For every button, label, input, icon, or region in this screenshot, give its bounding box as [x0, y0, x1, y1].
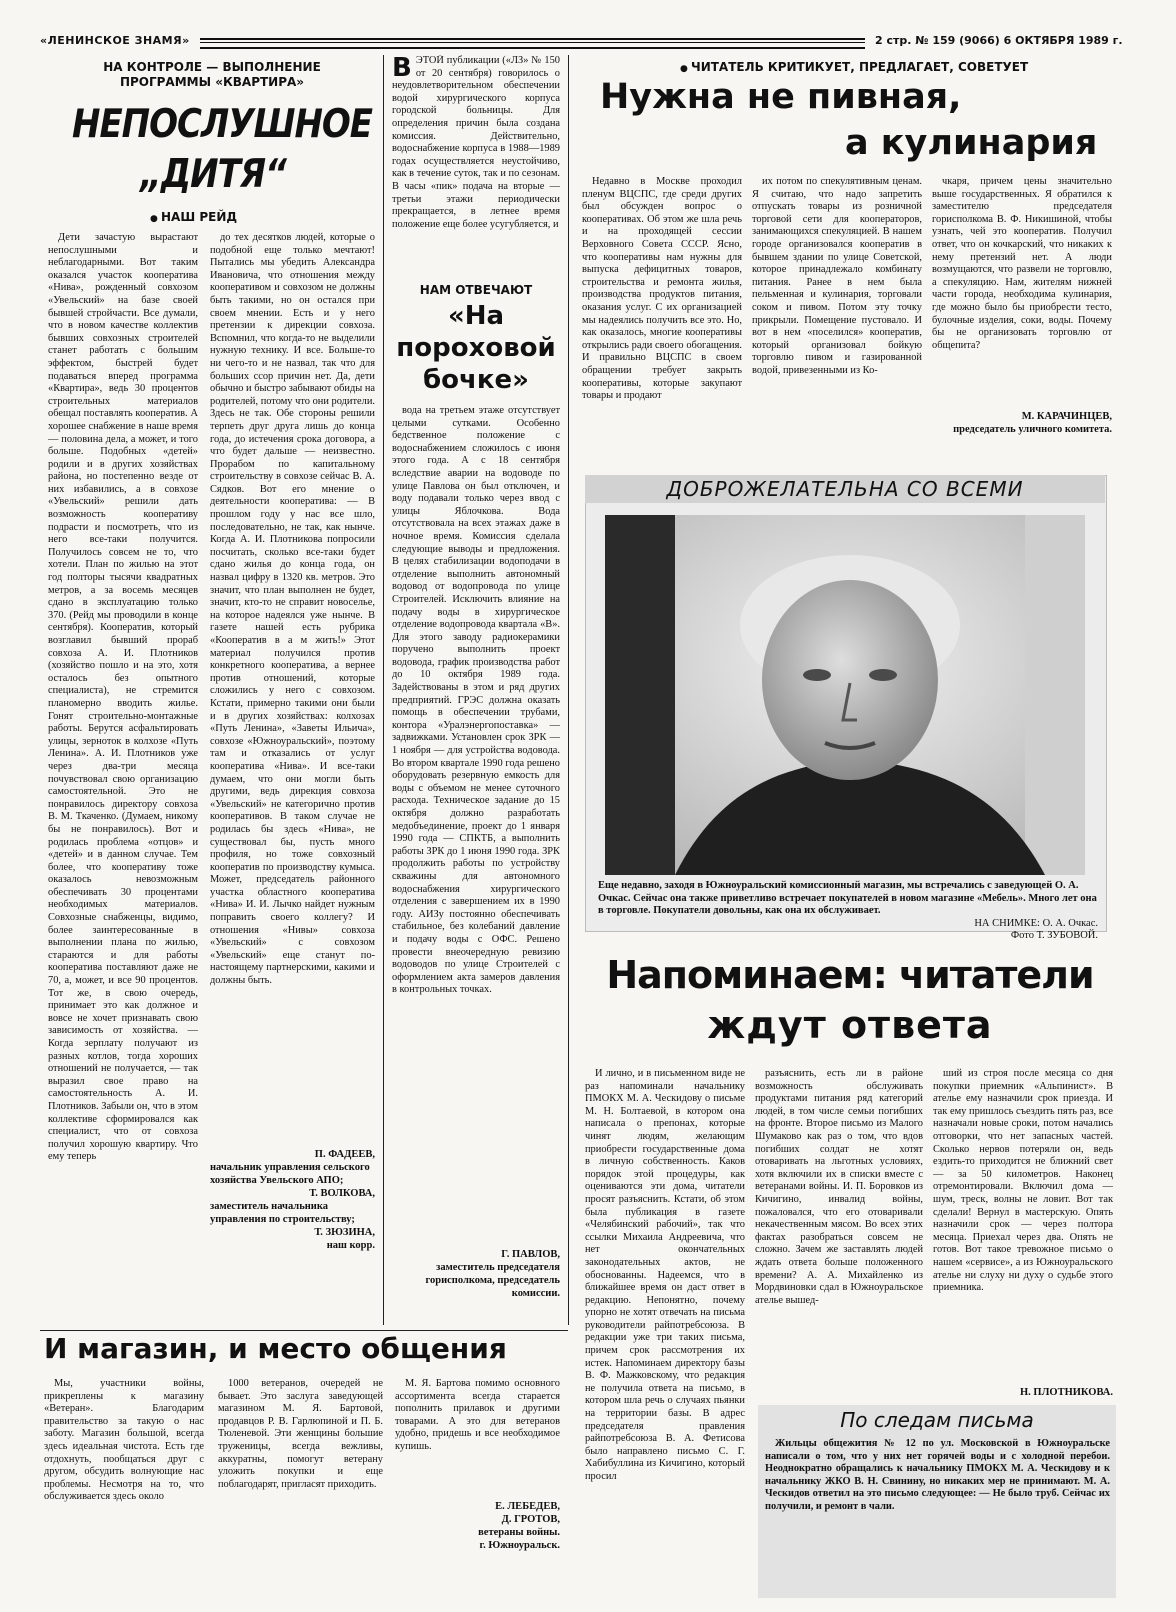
article2-column-main: вода на третьем этаже отсутствует целыми сутками. Особенно бедственное положение с водоснабжением сложилось с июня этого года. А с 18 сентября вследствие аварии на водоводе по улице Павлова он был отключен, и воду подавали только через ввод с улицы Яблочкова. Вода отсутствовала на всех этажах даже в ночное время. Комиссия сделала следующие выводы и предложения. В целях стабилизации водоподачи в отделение выполнить автономный водовод от водопровода по улице Строителей. Исключить влияние на подачу воды в хирургическое отделение водопровода квартала «В». Для этого заводу радиокерамики поручено выполнить проект водовода, график производства работ до 10 октября 1989 года. Задействованы в этом и ряд других предприятий. ГРЭС должна оказать помощь в обеспечении трубами, контора «Уралэнергопоставка» — задвижками. Установлен срок ЗРК — 1 ноября — для устройства водовода. Во втором квартале 1990 года решено оборудовать резервную емкость для воды с объемом не менее суточного расхода. Техническое задание до 15 октября должно разработать медобъединение, проект до 1 января 1990 года — СПКТБ, а выполнить работы ЗРК до 1 июня 1990 года. ЗРК продолжить работы по устройству скважины для автономного водоснабжения хирургического отделения с завершением их в 1990 году. АИЗу постоянно обеспечивать стабильное, без колебаний давление и подачу воды с ОФС. Решено провести внеочередную ревизию водоводов по улице Строителей с оформлением акта замеров давления в контрольных точках.	[392, 405, 560, 996]
article1-sig-role-3: наш корр.	[326, 1240, 375, 1251]
article2-sig-name: Г. ПАВЛОВ,	[501, 1249, 560, 1260]
article5-title: И магазин, и место общения	[44, 1332, 507, 1365]
article1-title-line2: „ДИТЯ“	[140, 151, 286, 198]
column-rule-1	[383, 55, 384, 1325]
article3-column-3: чкаря, причем цены значительно выше государственных. Я обратился к заместителю председателя горисполкома В. Ф. Никишиной, чтобы узнать, чей это кооператив. Получил ответ, что он кочкарский, что никаких к нему претензий нет. А люди возмущаются, что развели не торговлю, а спекуляцию. Нам, жителям нижней части города, необходима кулинария, где можно было бы приобрести тесто, булочные изделия, соки, воды. Почему бы не организовать торговлю от общепита?	[932, 176, 1112, 351]
photo-caption	[598, 880, 1098, 943]
article1-rubric: ● НАШ РЕЙД	[150, 210, 290, 227]
article4-title-line2: ждут ответа	[707, 1003, 993, 1047]
article3-signature	[932, 410, 1112, 436]
photo-title: ДОБРОЖЕЛАТЕЛЬНА СО ВСЕМИ	[585, 475, 1105, 503]
article4-column-3: ший из строя после месяца со дня покупки приемник «Альпинист». В ателье ему назначили срок приезда. И так ему пришлось съездить пять раз, все назначали новые сроки, потом начались отговорки, что нет запасных частей. Сколько нервов потеряли он, ведь ездить-то приходится не ближний свет — за 50 километров. Наконец отремонтировали. Включил дома — шум, треск, волны не ловит. Вот так сделали! Вернул в мастерскую. Опять назначили срок — через полтора месяца. Приехал через два. Опять не готов. Вот такое тревожное письмо о нашем «сервисе», а из Южноуральского ателье ни слуху ни духу о судьбе этого приемника.	[933, 1068, 1113, 1294]
article3-column-1: Недавно в Москве проходил пленум ВЦСПС, где среди других был обсужден вопрос о кооперативах. Об этом же шла речь и на проходящей сессии Верховного Совета СССР. Ясно, что кооперативы нам нужны для выпуска дефицитных товаров, строительства и ремонта жилья, производства продуктов питания, оказания услуг. С их организацией мы надеялись получить все это. Но, как оказалось, многие кооперативы открылись ради своего обогащения. И правильно ВЦСПС в своем обращении требует закрыть кооперативы, которые закупают товары и продают	[582, 176, 742, 402]
photo-caption-text: Еще недавно, заходя в Южноуральский комиссионный магазин, мы встречались с заведующей О. А. Очкас. Сейчас она также приветливо встречает покупателей в новом магазине «Мебель». Много лет она в торговле. Покупатели довольны, как она их обслуживает.	[598, 880, 1097, 917]
article5-signature	[395, 1500, 560, 1552]
article3-column-2: их потом по спекулятивным ценам. Я считаю, что надо запретить отпускать товары из розничной торговой сети для кооператоров, занимающихся спекуляцией. В нашем городе организовался кооператив в бывшем здании по улице Советской, которое принадлежало комбинату питания. Ранее в нем была пельменная и кулинария, торговали соком и пивом. Потом эту точку прикрыли. Помещение пустовало. И вот в нем «поселился» кооператив, который организовал бойкую торговлю пивом и газированной водой, привезенными из Ко-	[752, 176, 922, 376]
article1-sig-name-3: Т. ЗЮЗИНА,	[314, 1227, 375, 1238]
article5-sig-role: ветераны войны.	[478, 1527, 560, 1538]
article1-signatures	[210, 1148, 375, 1252]
article5-column-3: М. Я. Бартова помимо основного ассортимента всегда старается пополнить прилавок и другими товарами. А это для ветеранов удобно, придешь и все необходимое купишь.	[395, 1378, 560, 1452]
article5-sig-name-2: Д. ГРОТОВ,	[501, 1514, 560, 1525]
article2-intro: ВЭТОЙ публикации («ЛЗ» № 150 от 20 сентября) говорилось о неудовлетворительном обеспечении водой хирургического корпуса городской больницы. Для определения причин была создана комиссия. Действительно, водоснабжение корпуса в 1988—1989 годах осуществляется неустойчиво, как в течение суток, так и по сезонам. В часы «пик» подача на вторые —третьи этажи периодически прекращается, в летнее время положение еще более усугубляется, и	[392, 55, 560, 230]
article3-title-line2: а кулинария	[845, 123, 1098, 163]
article3-rubric: ● ЧИТАТЕЛЬ КРИТИКУЕТ, ПРЕДЛАГАЕТ, СОВЕТУЕТ	[680, 60, 1080, 77]
article6-title: По следам письма	[840, 1408, 1034, 1432]
photo-on-photo: НА СНИМКЕ: О. А. Очкас.	[974, 917, 1098, 929]
article2-kicker: НАМ ОТВЕЧАЮТ	[419, 283, 533, 297]
masthead-rule	[200, 38, 865, 49]
article2-sig-role: заместитель председателя горисполкома, председатель комиссии.	[425, 1262, 560, 1299]
article4-column-1: И лично, и в письменном виде не раз напоминали начальнику ПМОКХ М. А. Ческидову о письме М. Н. Болтаевой, в котором она написала о препонах, которые чинят людям, желающим приобрести государственные дома в личную собственность. Каков порядок этой процедуры, как оцениваются эти дома, читатели просят разъяснить. Кстати, об этом была публикация в газете «Челябинский рабочий», так что ссылки Михаила Андреевича, что нет окончательных законодательных актов, не обоснованны. Надеемся, что в ближайшее время он даст ответ в редакцию. Непонятно, почему упорно не хотят отвечать на письма руководители райпотребсоюза. В редакции уже три таких письма, причем срок рассмотрения их истек. Напоминаем директору базы В. Ф. Мажковскому, что редакция не получила ответа на письмо, в котором шла речь о случаях пьянки на территории базы. В адрес председателя правления райпотребсоюза В. А. Фетисова было направлено письмо С. Г. Хабибуллина из Кичигино, который просил	[585, 1068, 745, 1482]
article5-sig-place: г. Южноуральск.	[479, 1540, 560, 1551]
article3-sig-name: М. КАРАЧИНЦЕВ,	[1021, 411, 1112, 422]
article2-title: «На пороховой бочке»	[396, 301, 556, 395]
portrait-photo	[605, 515, 1085, 875]
article4-column-2: разъяснить, есть ли в районе возможность обслуживать продуктами питания ряд категорий людей, в том числе семьи погибших на фронте. Второе письмо из Малого Шумаково как раз о том, что вдов погибших солдат не хотят отоваривать на льготных условиях, хотя включили их в списки вместе с ветеранами войны. И. П. Боровков из Кичигино, инвалид войны, пожаловался, что его отоваривали некачественным мясом. Во всех этих фактах разобраться совсем не сложно. Зачем же заставлять людей ждать ответа больше положенного времени? А. А. Михайленко из Мордвиновки сдал в Южноуральское ателье вышед-	[755, 1068, 923, 1306]
article1-sig-name-2: Т. ВОЛКОВА,	[309, 1188, 375, 1199]
masthead-name: «ЛЕНИНСКОЕ ЗНАМЯ»	[40, 34, 190, 47]
article1-sig-name-1: П. ФАДЕЕВ,	[314, 1149, 375, 1160]
article5-column-1: Мы, участники войны, прикреплены к магазину «Ветеран». Благодарим правительство за такую о нас заботу. Магазин большой, всегда здесь идеальная чистота. Есть где отдохнуть, пообщаться друг с другом, обсудить волнующие нас проблемы. Несмотря на то, что обслуживается здесь около	[44, 1378, 204, 1503]
article6-text: Жильцы общежития № 12 по ул. Московской в Южноуральске написали о том, что у них нет горячей воды и с холодной перебои. Неоднократно обращались к начальнику ПМОКХ М. А. Ческидову и к начальнику ЖКО В. Н. Свинину, но никаких мер не принимают. М. А. Ческидов ответил на это письмо следующее: — Не было труб. Сейчас их получили, и ремонт в чали.	[765, 1438, 1110, 1512]
article2-dropcap: В	[392, 55, 412, 83]
article1-kicker: НА КОНТРОЛЕ — ВЫПОЛНЕНИЕ ПРОГРАММЫ «КВАРТИРА»	[103, 60, 321, 89]
article1-sig-role-1: начальник управления сельского хозяйства Увельского АПО;	[210, 1162, 370, 1186]
article1-column-1: Дети зачастую вырастают непослушными и неблагодарными. Вот таким оказался участок кооператива «Нива», рожденный совхозом «Увельский» на базе своей бывшей стройчасти. Все думали, что в новом качестве коллектив бывших совхозных строителей станет работать с большим эффектом, быстрей будет подаваться вперед программа «Квартира», ведь 30 процентов строительных материалов обещал поставлять кооператив. А хорошее снабжение в наше время — половина дела, а может, и того больше. Подобных «детей» родили и в других хозяйствах района, но постепенно везде от них избавились, а в совхозе «Увельский» решили дать возможность кооперативу подрасти и посмотреть, что из него все-таки получится. Получилось совсем не то, что хотели. План по жилью на этот год полторы тысячи квадратных метров, а за восемь месяцев сдано в эксплуатацию только 370. (Рейд мы проводили в конце сентября). Кооператив, который возглавил бывший прораб совхоза А. И. Плотников (хозяйство пошло и на это, хотя осталось без опытного специалиста), не стремится планомерно вводить жилье. Гонят строительно-монтажные работы. Берутся асфальтировать улицы, зерноток в колхозе «Путь Ленина». А. И. Плотников уже через два-три месяца почувствовал свою организацию самостоятельной. Это не понравилось директору совхоза В. М. Ткаченко. (Думаем, никому бы не понравилось). Вот и родилась проблема «отцов» и «детей» и в данном случае. Тем более, что кооперативу тоже оказалось невозможным обеспечивать 30 процентами необходимых материалов. Совхозные снабженцы, видимо, более заинтересованные в выполнении плана по жилью, стараются и для работы кооператива поставляют даже не 70, а, может, и все 90 процентов. Тот же, в свою очередь, принимает это как должное и вовсе не хочет признавать свою зависимость от хозяйства. — Когда зерплату получают из разных котлов, тогда хороших отношений не получается, — так выразил свое право на самостоятельность А. И. Плотников. Забыли он, что в этом коллективе сформировался как специалист, что от совхоза получил хорошую квартиру. Что ему теперь	[48, 232, 198, 1163]
article5-sig-name-1: Е. ЛЕБЕДЕВ,	[495, 1501, 560, 1512]
masthead-issue-info: 2 стр. № 159 (9066) 6 ОКТЯБРЯ 1989 г.	[875, 34, 1123, 47]
article1-column-2: до тех десятков людей, которые о подобной еще только мечтают! Пытались мы убедить Александра Ивановича, что отношения между кооперативом и совхозом не должны быть такими, но он остался при своем мнении. Есть и у него претензии к дирекции совхоза. Вспомнил, что когда-то не выделили нужную технику. И все. Больше-то ни чего-то и не назвал, так что для больших ссор причин нет. Да, дети обычно и быстро забывают обиды на родителей, потому что они родители. Здесь не так. Обе стороны решили терпеть друг друга лишь до конца года, до истечения срока договора, а что будет дальше — неизвестно. Прорабом по капитальному строительству в совхозе сейчас В. А. Сядков. Вот его мнение о деятельности кооператива: — В прошлом году у нас все шло, последовательно, не так, как нынче. Когда А. И. Плотникова попросили посчитать, сколько все-таки будет сдано жилья до конца года, он назвал цифру в 1320 кв. метров. Это значит, что план выполнен не будет, значит, кто-то не справит новоселье, на которое надеялся уже нынче. В газете нашей есть рубрика «Кооператив в а м жить!» Этот материал получился против конкретного кооператива, а вернее против отношений, которые сложились у него с совхозом. Кстати, примерно такими они были и в других хозяйствах: колхозах «Путь Ленина», «Заветы Ильича», совхозе «Южноуральский», поэтому там и отказались от услуг кооператива «Нива». И все-таки думаем, что они могли быть другими, ведь дирекция совхоза «Увельский» не категорично против кооперативов. В таком случае не родилась бы здесь «Нива», не существовал бы, пусть много профиля, но тоже совхозный кооператив по производству кумыса. Может, председатель районного участка областного кооператива «Нива» И. И. Лычко найдет нужным поправить своего коллегу? И отношения «Нивы» совхоза «Увельский» с совхозом «Увельский» еще станут по-настоящему партнерскими, какими и должны быть.	[210, 232, 375, 987]
article2-signature	[392, 1248, 560, 1300]
article1-sig-role-2: заместитель начальника управления по строительству;	[210, 1201, 355, 1225]
column-rule-2	[568, 55, 569, 1325]
article4-signature: Н. ПЛОТНИКОВА.	[1020, 1387, 1113, 1398]
article3-title-line1: Нужна не пивная,	[600, 77, 962, 117]
article5-top-rule	[40, 1330, 568, 1331]
article1-title-line1: НЕПОСЛУШНОЕ	[72, 101, 373, 148]
article5-column-2: 1000 ветеранов, очередей не бывает. Это заслуга заведующей магазином М. Я. Бартовой, продавцов Р. В. Гарлюпиной и П. Б. Тюленевой. Эти женщины большие труженицы, всегда вежливы, аккуратны, помогут ветерану уложить покупки и еще поблагодарят, пригласят приходить.	[218, 1378, 383, 1490]
article4-title-line1: Напоминаем: читатели	[606, 953, 1094, 997]
article3-sig-role: председатель уличного комитета.	[953, 424, 1112, 435]
photo-credit: Фото Т. ЗУБОВОЙ.	[1010, 930, 1098, 942]
